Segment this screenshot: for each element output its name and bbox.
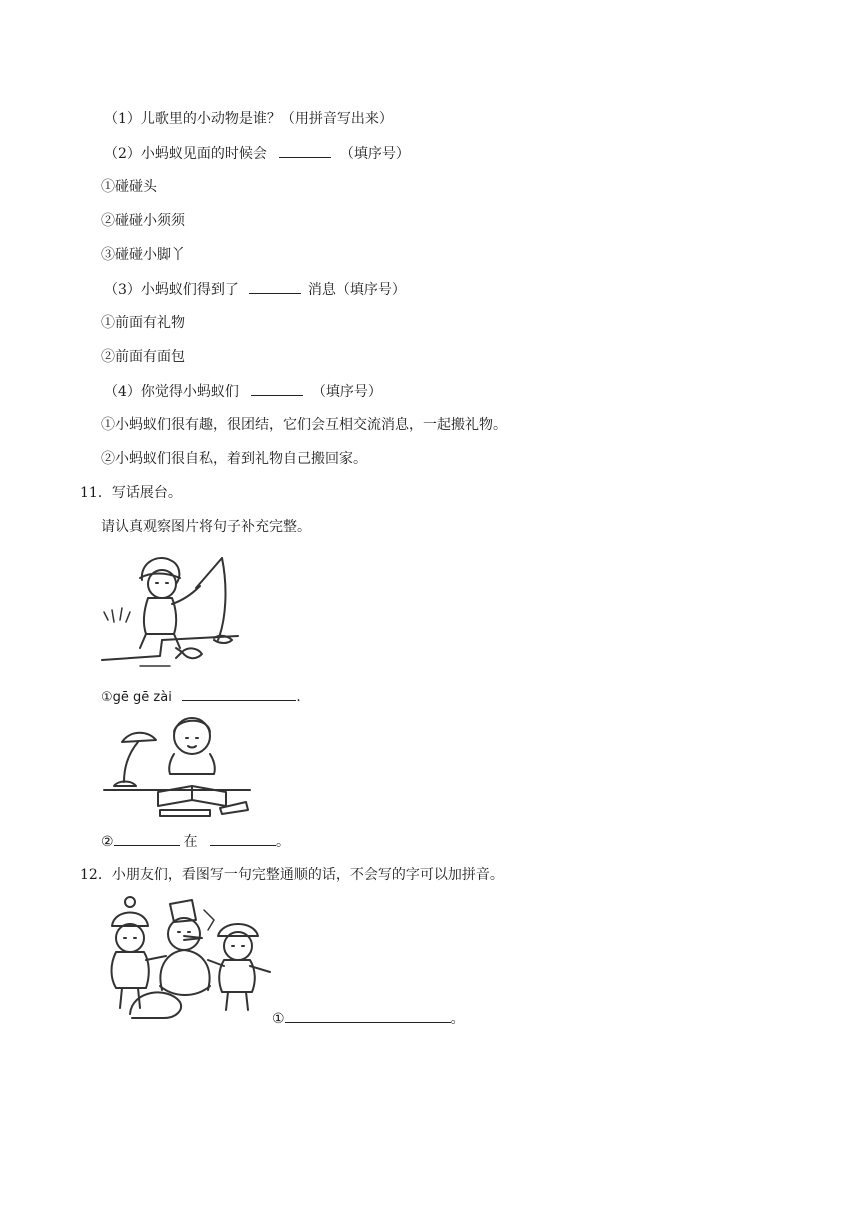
q10-sub2-option-2: ②碰碰小须须 bbox=[101, 213, 185, 229]
boy-studying-illustration bbox=[100, 710, 255, 820]
answer-blank[interactable] bbox=[251, 381, 303, 396]
q11-item-2: ② 在 。 bbox=[101, 831, 290, 852]
answer-blank[interactable] bbox=[114, 831, 180, 846]
q10-sub2: （2）小蚂蚁见面的时候会 （填序号） bbox=[104, 143, 410, 164]
snowman-children-illustration bbox=[104, 890, 274, 1020]
q12-item-1: ① 。 bbox=[272, 1008, 465, 1029]
boy-fishing-illustration bbox=[100, 548, 245, 673]
answer-blank[interactable] bbox=[279, 143, 331, 158]
q10-sub3: （3）小蚂蚁们得到了 消息（填序号） bbox=[104, 279, 406, 300]
question-title: 小朋友们，看图写一句完整通顺的话，不会写的字可以加拼音。 bbox=[111, 867, 504, 883]
q10-sub2-option-1: ①碰碰头 bbox=[101, 179, 157, 195]
q10-sub2-option-3: ③碰碰小脚丫 bbox=[101, 247, 185, 263]
answer-blank[interactable] bbox=[210, 831, 276, 846]
pinyin-prompt: ①gē gē zài bbox=[101, 690, 172, 705]
q10-sub4-option-2: ②小蚂蚁们很自私，着到礼物自己搬回家。 bbox=[101, 451, 367, 467]
question-title: 写话展台。 bbox=[111, 485, 182, 501]
q10-sub1: （1）儿歌里的小动物是谁？（用拼音写出来） bbox=[104, 111, 393, 127]
q10-sub4-option-1: ①小蚂蚁们很有趣，很团结，它们会互相交流消息，一起搬礼物。 bbox=[101, 417, 507, 433]
answer-blank[interactable] bbox=[285, 1008, 451, 1023]
q12-heading bbox=[80, 865, 504, 885]
answer-blank[interactable] bbox=[182, 686, 296, 701]
question-number: 11． bbox=[80, 485, 112, 501]
q11-instruction: 请认真观察图片将句子补充完整。 bbox=[101, 519, 311, 535]
q11-item-1: ①gē gē zài . bbox=[101, 686, 301, 708]
q10-sub4: （4）你觉得小蚂蚁们 （填序号） bbox=[104, 381, 382, 402]
answer-blank[interactable] bbox=[249, 279, 301, 294]
q10-sub3-option-2: ②前面有面包 bbox=[101, 349, 185, 365]
q11-heading bbox=[80, 483, 182, 503]
question-number: 12． bbox=[80, 867, 112, 883]
q10-sub3-option-1: ①前面有礼物 bbox=[101, 315, 185, 331]
